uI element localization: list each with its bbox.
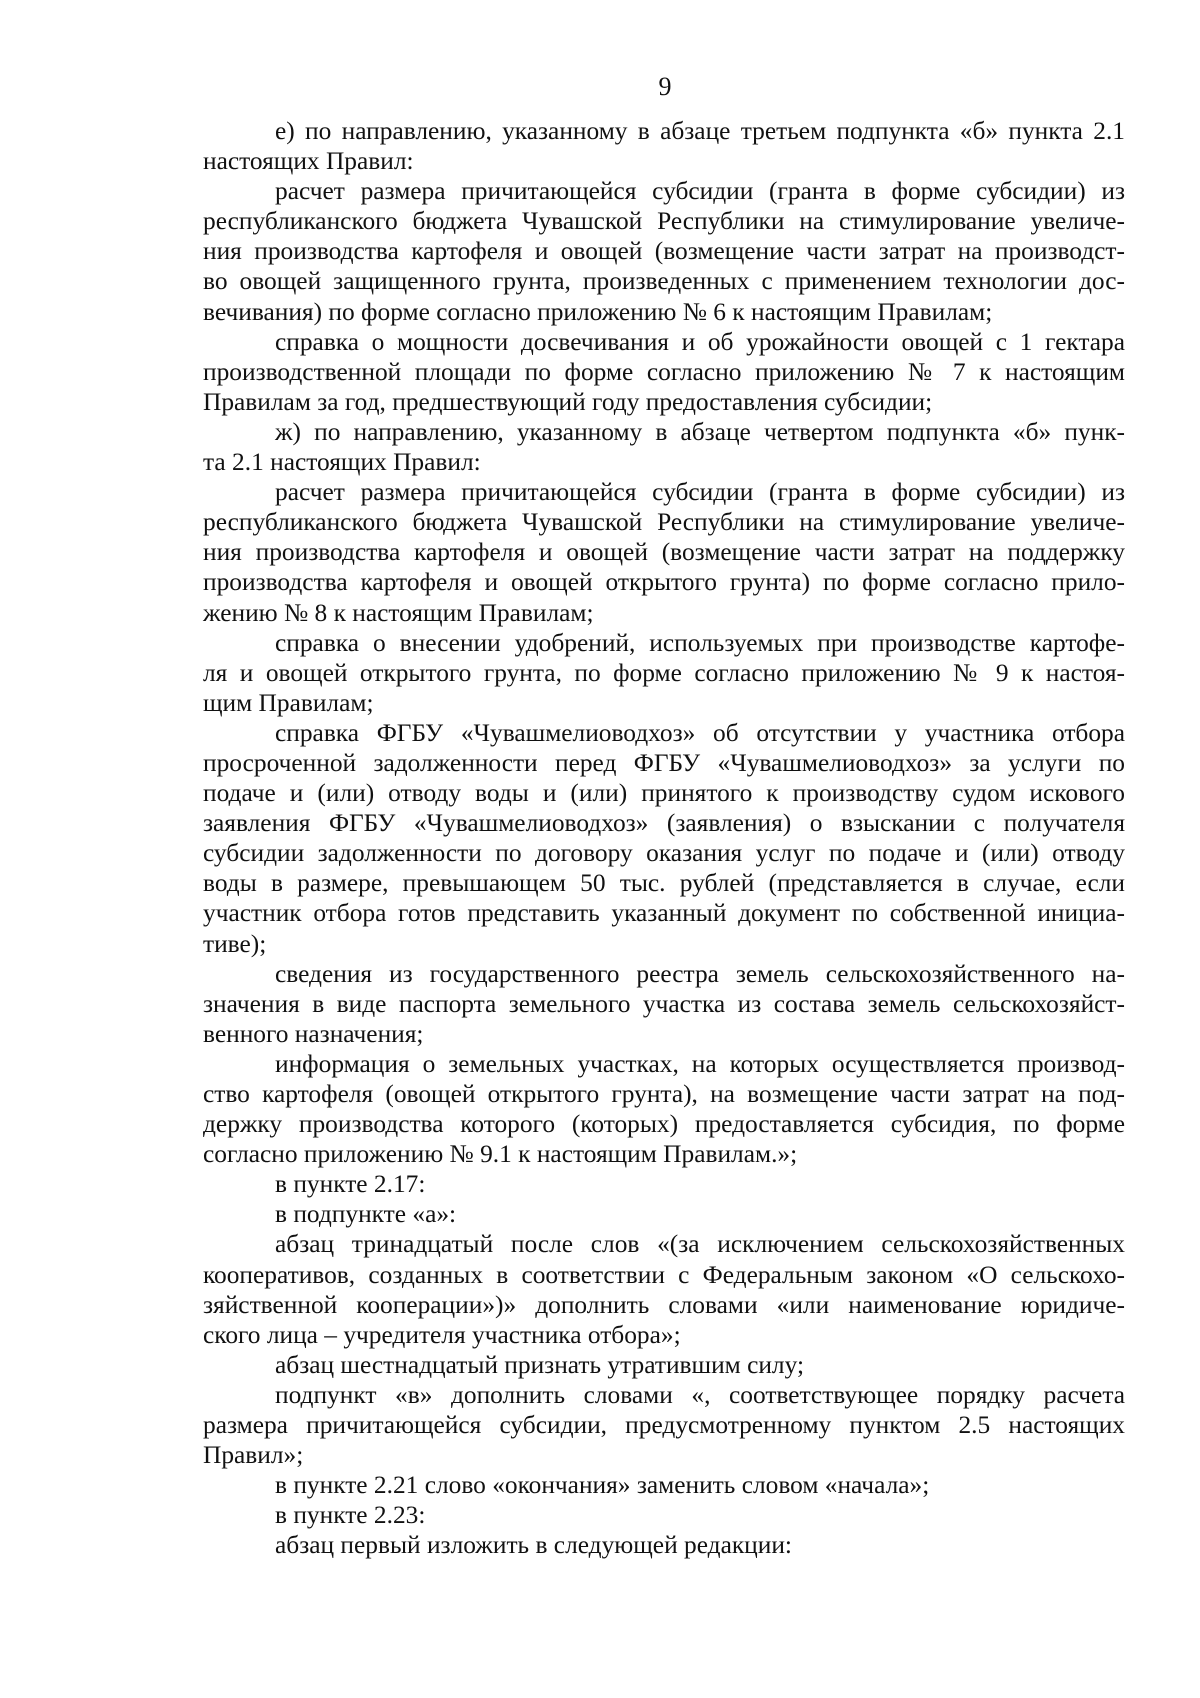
text-line: участник отбора готов представить указанный документ по собственной инициа- [203, 899, 1125, 928]
text-line: в пункте 2.17: [275, 1170, 426, 1199]
text-line: щим Правилам; [203, 688, 374, 717]
body-text [203, 116, 1125, 1561]
text-line: сведения из государственного реестра земель сельскохозяйственного на- [275, 959, 1125, 988]
text-line: в пункте 2.21 слово «окончания» заменить словом «начала»; [275, 1471, 930, 1500]
text-line: тиве); [203, 929, 267, 958]
text-line: ского лица – учредителя участника отбора»; [203, 1320, 681, 1349]
text-line: воды в размере, превышающем 50 тыс. рублей (представляется в случае, если [203, 869, 1125, 898]
text-line: расчет размера причитающейся субсидии (гранта в форме субсидии) из [275, 478, 1125, 507]
text-line: подаче и (или) отводу воды и (или) принятого к производству судом искового [203, 779, 1125, 808]
text-line: абзац шестнадцатый признать утратившим силу; [275, 1350, 805, 1379]
text-line: справка о мощности досвечивания и об урожайности овощей с 1 гектара [275, 327, 1125, 356]
text-line: подпункт «в» дополнить словами «, соответствующее порядку расчета [275, 1380, 1125, 1409]
text-line: вечивания) по форме согласно приложению № 6 к настоящим Правилам; [203, 297, 993, 326]
text-line: республиканского бюджета Чувашской Республики на стимулирование увеличе- [203, 508, 1125, 537]
text-line: абзац тринадцатый после слов «(за исключением сельскохозяйственных [275, 1230, 1125, 1259]
text-line: размера причитающейся субсидии, предусмотренному пунктом 2.5 настоящих [203, 1411, 1125, 1440]
text-line: ля и овощей открытого грунта, по форме согласно приложению № 9 к настоя- [203, 658, 1125, 687]
text-line: ство картофеля (овощей открытого грунта), на возмещение части затрат на под- [203, 1080, 1125, 1108]
text-line: справка ФГБУ «Чувашмелиоводхоз» об отсутствии у участника отбора [275, 718, 1125, 747]
text-line: кооперативов, созданных в соответствии с Федеральным законом «О сельскохо- [203, 1260, 1125, 1289]
text-line: во овощей защищенного грунта, произведенных с применением технологии дос- [203, 267, 1125, 296]
text-line: производственной площади по форме согласно приложению № 7 к настоящим [203, 357, 1125, 386]
text-line: расчет размера причитающейся субсидии (гранта в форме субсидии) из [275, 177, 1125, 206]
text-line: ния производства картофеля и овощей (возмещение части затрат на поддержку [203, 538, 1125, 567]
text-line: заявления ФГБУ «Чувашмелиоводхоз» (заявления) о взыскании с получателя [203, 809, 1125, 838]
text-line: в подпункте «а»: [275, 1200, 457, 1229]
text-line: в пункте 2.23: [275, 1501, 426, 1530]
text-line: абзац первый изложить в следующей редакции: [275, 1531, 792, 1560]
page-number: 9 [658, 72, 672, 101]
text-line: Правилам за год, предшествующий году предоставления субсидии; [203, 387, 933, 416]
text-line: зяйственной кооперации»)» дополнить словами «или наименование юридиче- [203, 1290, 1125, 1319]
text-line: жению № 8 к настоящим Правилам; [203, 598, 594, 627]
text-line: республиканского бюджета Чувашской Республики на стимулирование увеличе- [203, 207, 1125, 236]
text-line: венного назначения; [203, 1019, 424, 1048]
text-line: ж) по направлению, указанному в абзаце четвертом подпункта «б» пунк- [275, 417, 1125, 446]
text-line: Правил»; [203, 1441, 304, 1470]
text-line: держку производства которого (которых) предоставляется субсидия, по форме [203, 1110, 1125, 1139]
text-line: справка о внесении удобрений, используемых при производстве картофе- [275, 628, 1125, 657]
text-line: производства картофеля и овощей открытого грунта) по форме согласно прило- [203, 568, 1125, 597]
text-line: та 2.1 настоящих Правил: [203, 448, 481, 477]
text-line: согласно приложению № 9.1 к настоящим Правилам.»; [203, 1140, 798, 1169]
text-line: просроченной задолженности перед ФГБУ «Чувашмелиоводхоз» за услуги по [203, 748, 1125, 777]
text-line: информация о земельных участках, на которых осуществляется производ- [275, 1049, 1125, 1078]
text-line: субсидии задолженности по договору оказания услуг по подаче и (или) отводу [203, 839, 1125, 868]
text-line: значения в виде паспорта земельного участка из состава земель сельскохозяйст- [203, 989, 1125, 1018]
text-line: ния производства картофеля и овощей (возмещение части затрат на производст- [203, 237, 1125, 266]
text-line: е) по направлению, указанному в абзаце третьем подпункта «б» пункта 2.1 [275, 117, 1125, 145]
text-line: настоящих Правил: [203, 147, 414, 176]
